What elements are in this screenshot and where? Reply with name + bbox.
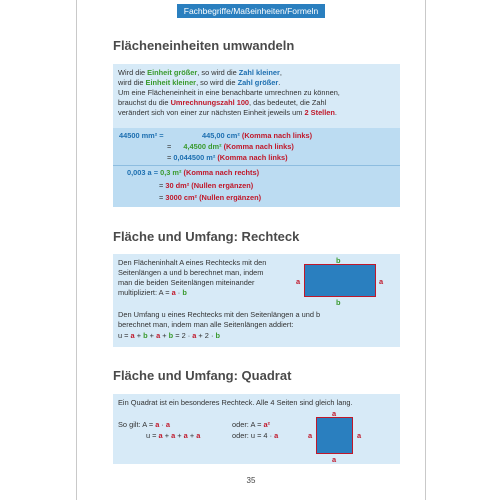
example1-line2: = 4,4500 dm² (Komma nach links) (167, 142, 294, 151)
rect-perimeter-formula: u = a + b + a + b = 2 · a + 2 · b (118, 331, 220, 340)
rule-line-1: Wird die Einheit größer, so wird die Zahl kleiner, (118, 68, 282, 77)
square-label-right: a (357, 431, 362, 440)
rect-label-a-right: a (379, 277, 384, 286)
rule-line-5: verändert sich von einer zur nächsten Einheit jeweils um 2 Stellen. (118, 108, 337, 117)
rect-label-b-top: b (336, 256, 341, 265)
rectangle-shape (304, 264, 376, 297)
square-intro: Ein Quadrat ist ein besonderes Rechteck. Alle 4 Seiten sind gleich lang. (118, 398, 353, 407)
square-perimeter-alt: oder: u = 4 · a (232, 431, 279, 440)
example-divider (113, 165, 400, 166)
example1-line3: = 0,044500 m² (Komma nach links) (167, 153, 288, 162)
rect-area-line-3: man die beiden Seitenlängen miteinander (118, 278, 255, 287)
rect-label-b-bottom: b (336, 298, 341, 307)
rule-line-3: Um eine Flächeneinheit in eine benachbarte umrechnen zu können, (118, 88, 340, 97)
rect-perimeter-line-2: berechnet man, indem man alle Seitenlängen addiert: (118, 320, 294, 329)
square-perimeter-formula: u = a + a + a + a (146, 431, 201, 440)
example2-line3: = 3000 cm² (Nullen ergänzen) (159, 193, 262, 202)
square-shape (316, 417, 353, 454)
page (76, 0, 426, 500)
example1-line1: 445,00 cm² (Komma nach links) (202, 131, 313, 140)
rect-area-line-2: Seitenlängen a und b berechnet man, indem (118, 268, 264, 277)
section-title-conversion: Flächeneinheiten umwandeln (113, 38, 295, 53)
header-tab: Fachbegriffe/Maßeinheiten/Formeln (177, 4, 325, 18)
rect-area-line-1: Den Flächeninhalt A eines Rechtecks mit den (118, 258, 267, 267)
example2-line1: 0,003 a = 0,3 m² (Komma nach rechts) (127, 168, 260, 177)
square-label-left: a (308, 431, 313, 440)
rect-label-a-left: a (296, 277, 301, 286)
square-area-alt: oder: A = a² (232, 420, 271, 429)
example2-line2: = 30 dm² (Nullen ergänzen) (159, 181, 254, 190)
square-area-formula: So gilt: A = a · a (118, 420, 171, 429)
rule-line-4: brauchst du die Umrechnungszahl 100, das bedeutet, die Zahl (118, 98, 327, 107)
section-title-square: Fläche und Umfang: Quadrat (113, 368, 292, 383)
rule-line-2: wird die Einheit kleiner, so wird die Zahl größer. (118, 78, 281, 87)
section-title-rectangle: Fläche und Umfang: Rechteck (113, 229, 300, 244)
rect-area-formula: multipliziert: A = a · b (118, 288, 187, 297)
square-label-bottom: a (332, 455, 337, 464)
rect-perimeter-line-1: Den Umfang u eines Rechtecks mit den Seitenlängen a und b (118, 310, 321, 319)
square-label-top: a (332, 409, 337, 418)
example1-start: 44500 mm² = (119, 131, 164, 140)
page-number: 35 (246, 476, 256, 485)
